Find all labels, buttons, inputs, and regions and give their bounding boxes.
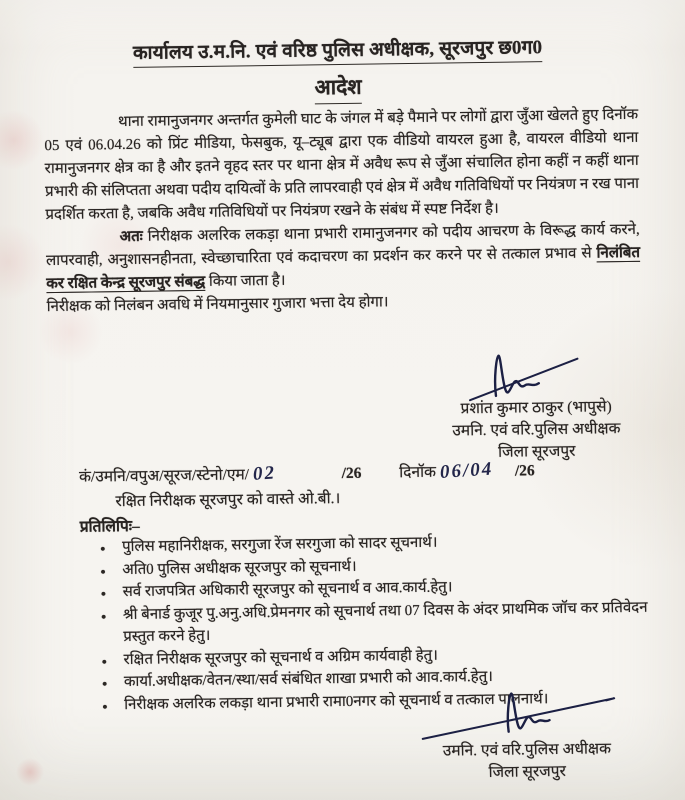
- date-handwritten: 06/04: [439, 458, 494, 484]
- suspension-text: निरीक्षक अलरिक लकड़ा थाना प्रभारी रामानुजनगर को पदीय आचरण के विरूद्ध कार्य करने, लापरवाही, अनुशासनहीनता, स्वेच्छाचारिता एवं कदाचरण का प्रदर्शन कर करने पर से तत्काल प्रभाव से: [45, 221, 640, 270]
- memo-number-prefix: कं/उमनि/वपुअ/सूरज/स्टेनो/एम/: [78, 466, 250, 486]
- memo-reference-row: [79, 457, 639, 488]
- copy-recipient-item: ● कार्या.अधीक्षक/वेतन/स्था/सर्व संबंधित शाखा प्रभारी को आव.कार्य.हेतु।: [98, 664, 658, 694]
- signature-block-top: [407, 348, 665, 466]
- memo-number-handwritten: 02: [252, 462, 277, 485]
- paragraph-incident: थाना रामानुजनगर अन्तर्गत कुमेली घाट के जंगल में बड़े पैमाने पर लोगों द्वारा जुँआ खेलते हुए दिनॉक 05 एवं 06.04.26 को प्रिंट मीडिया, फेसबुक, यू–ट्यूब द्वारा एक वीडियो वायरल हुआ है, वायरल वीडियो थाना रामानुजनगर क्षेत्र का है और इतने वृहद स्तर पर थाना क्षेत्र में अवैध रूप से जुँआ संचालित होना कहीं न कहीं थाना प्रभारी की संलिप्तता अथवा पदीय दायित्वों के प्रति लापरवाही एवं क्षेत्र में अवैध गतिविधियों पर नियंत्रण न रख पाना प्रदर्शित करता है, जबकि अवैध गतिविधियों पर नियंत्रण रखने के संबंध में स्पष्ट निर्देश है।: [44, 106, 640, 224]
- suspension-tail: किया जाता है।: [205, 272, 286, 290]
- date-label: दिनॉक: [399, 463, 437, 482]
- copy-to-label: प्रतिलिपिः–: [79, 517, 140, 536]
- footer-signatory-designation: उमनि. एवं वरि.पुलिस अधीक्षक: [442, 740, 612, 760]
- signature-scribble-icon: [416, 686, 627, 743]
- ob-line: रक्षित निरीक्षक सूरजपुर को वास्ते ओ.बी.।: [115, 490, 341, 511]
- therefore-lead: अतः: [119, 228, 143, 246]
- copy-recipient-item: ● श्री बेनार्ड कुजूर पु.अनु.अधि.प्रेमनगर को सूचनार्थ तथा 07 दिवस के अंदर प्राथमिक जॉच कर प्रतिवेदन प्रस्तुत करने हेतु।: [97, 596, 658, 649]
- paragraph-suspension: [46, 219, 641, 296]
- suspension-underlined-phrase: निलंबित कर रक्षित केन्द्र सूरजपुर संबद्ध: [46, 244, 641, 293]
- copy-recipient-item: ● रक्षित निरीक्षक सूरजपुर को सूचनार्थ व अग्रिम कार्यवाही हेतु।: [97, 641, 657, 671]
- date-year: /26: [514, 462, 535, 480]
- copy-recipient-item: ● अति0 पुलिस अधीक्षक सूरजपुर को सूचनार्थ।: [96, 551, 656, 581]
- office-title: कार्यालय उ.म.नि. एवं वरिष्ठ पुलिस अधीक्षक, सूरजपुर छ0ग0: [0, 31, 680, 70]
- allowance-line: निरीक्षक को निलंबन अवधि में नियमानुसार गुजारा भत्ता देय होगा।: [46, 294, 389, 316]
- copy-recipient-item: ● पुलिस महानिरीक्षक, सरगुजा रेंज सरगुजा को सादर सूचनार्थ।: [96, 529, 656, 559]
- signature-block-bottom: [376, 685, 677, 785]
- copy-recipient-item: ● सर्व राजपत्रित अधिकारी सूरजपुर को सूचनार्थ व आव.कार्य.हेतु।: [97, 574, 657, 604]
- signatory-designation: उमनि. एवं वरि.पुलिस अधीक्षक: [452, 420, 621, 440]
- signature-scribble-icon: [465, 349, 586, 403]
- signatory-name: प्रशांत कुमार ठाकुर (भापुसे): [460, 398, 612, 418]
- order-title: आदेश: [0, 68, 681, 109]
- footer-signatory-district: जिला सूरजपुर: [488, 762, 567, 781]
- order-text: [44, 104, 641, 319]
- signatory-district: जिला सूरजपुर: [497, 442, 576, 461]
- memo-year: /26: [341, 464, 362, 483]
- copy-recipient-item: ● निरीक्षक अलरिक लकड़ा थाना प्रभारी रामा0नगर को सूचनार्थ व तत्काल पालनार्थ।: [98, 686, 658, 716]
